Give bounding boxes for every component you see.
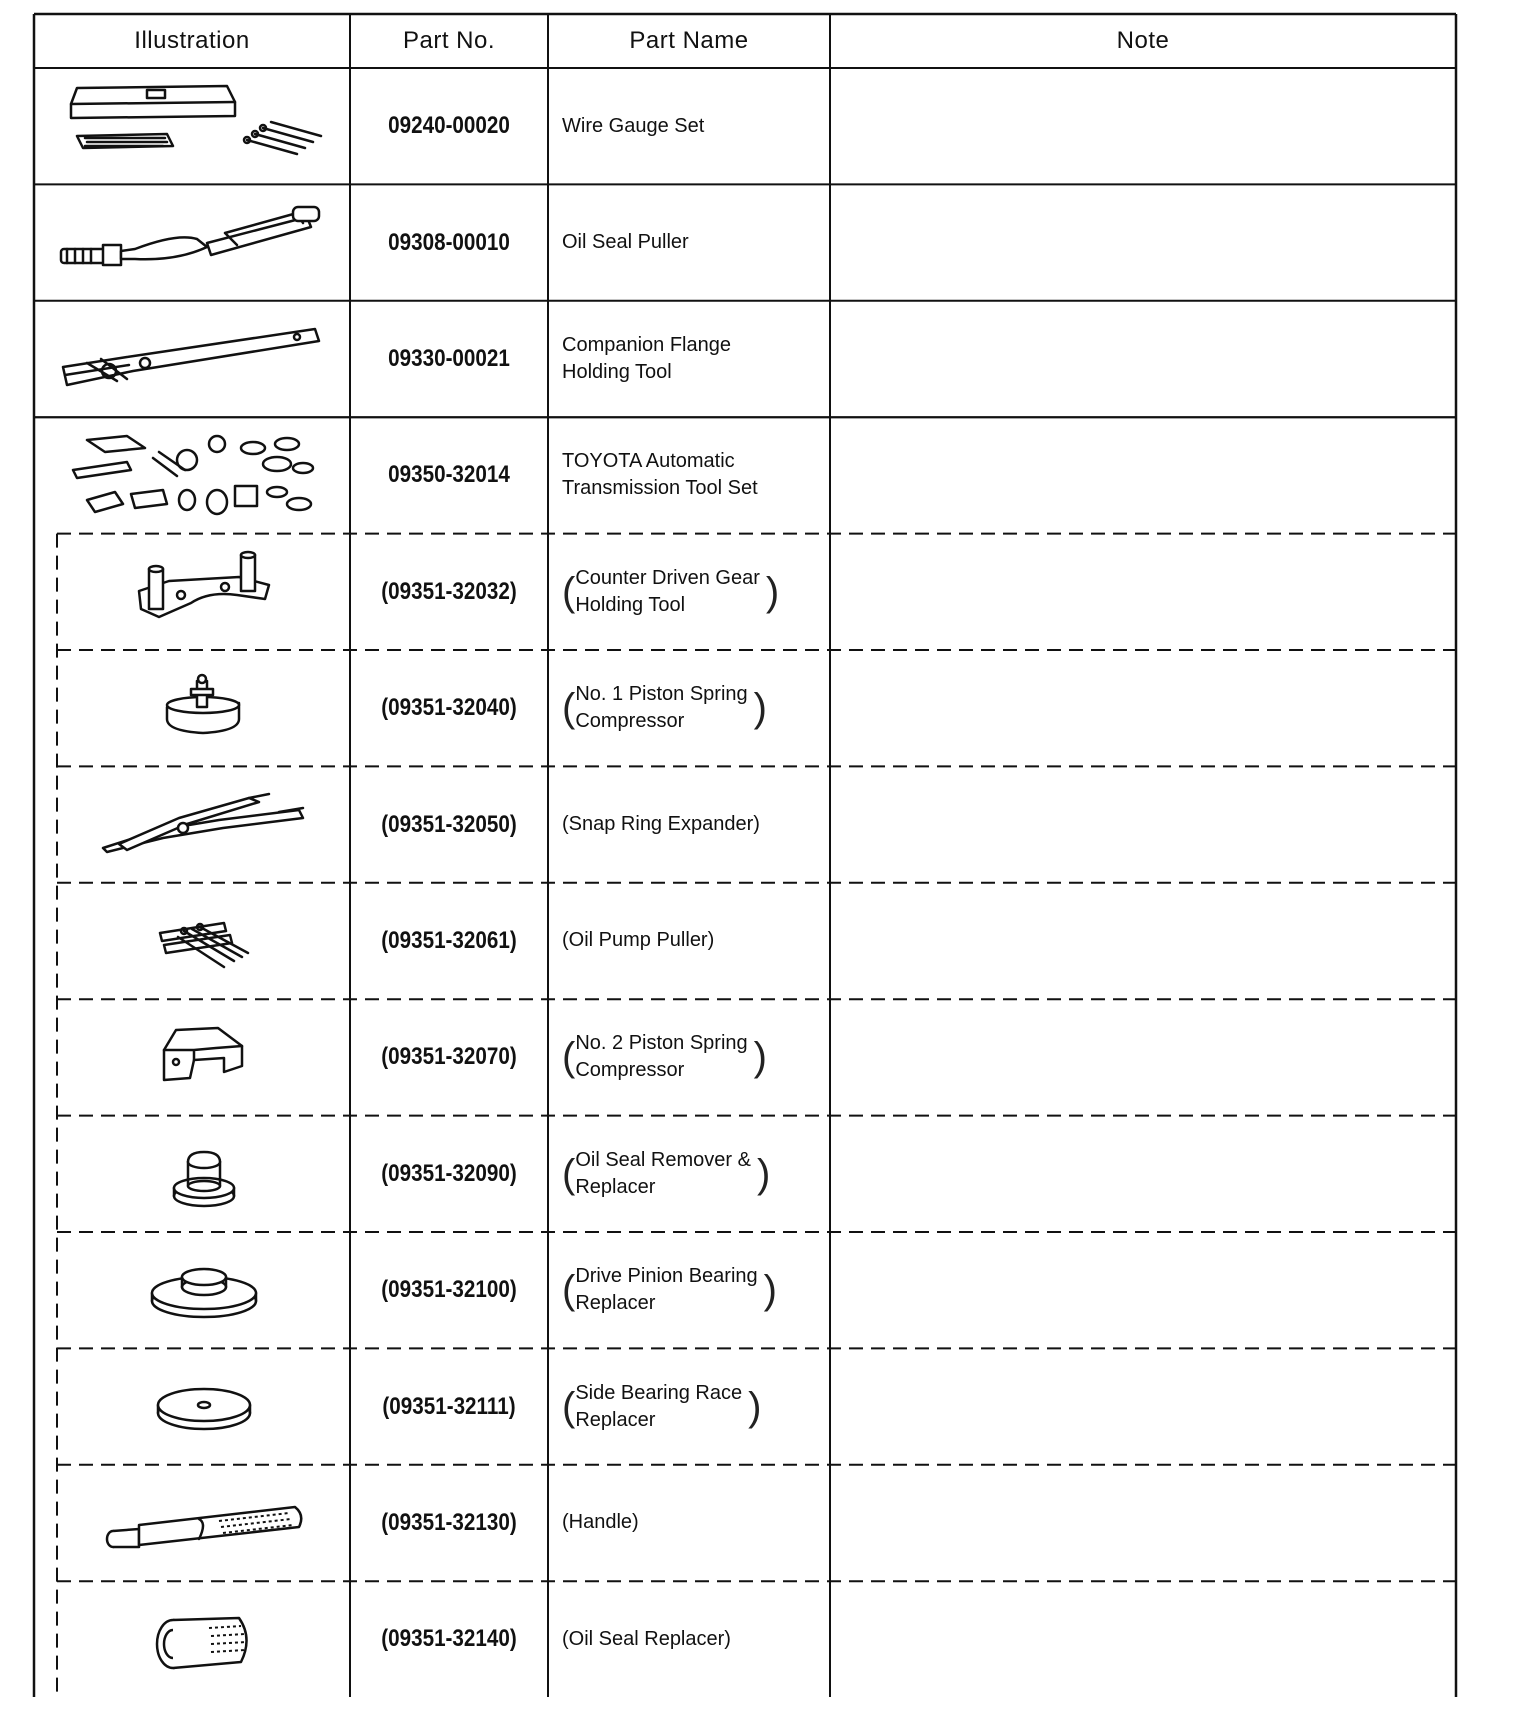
part-name-line: No. 2 Piston Spring bbox=[575, 1032, 748, 1055]
close-bracket: ) bbox=[748, 1384, 762, 1429]
note-cell bbox=[840, 999, 1446, 1115]
part-name-line: (Handle) bbox=[562, 1511, 639, 1534]
part-number: (09351-32140) bbox=[381, 1625, 517, 1653]
part-number: 09240-00020 bbox=[388, 112, 510, 140]
oil-seal-remover-replacer-icon bbox=[57, 1116, 350, 1232]
note-cell bbox=[840, 301, 1446, 417]
note-cell bbox=[840, 68, 1446, 184]
close-bracket: ) bbox=[756, 1151, 771, 1196]
part-number: (09351-32100) bbox=[381, 1276, 517, 1304]
open-bracket: ( bbox=[562, 1268, 576, 1313]
part-number: 09330-00021 bbox=[388, 344, 510, 372]
part-name-line: (Snap Ring Expander) bbox=[562, 813, 760, 836]
part-name-line: Replacer bbox=[575, 1408, 656, 1431]
open-bracket: ( bbox=[562, 1151, 576, 1196]
part-name-line: TOYOTA Automatic bbox=[562, 450, 735, 473]
piston-spring-compressor-icon bbox=[57, 650, 350, 766]
part-name bbox=[562, 1232, 820, 1348]
snap-ring-expander-icon bbox=[57, 766, 350, 882]
counter-driven-gear-holding-tool-icon bbox=[57, 534, 350, 650]
header-part-no: Part No. bbox=[402, 27, 496, 54]
part-name-text bbox=[562, 448, 758, 502]
part-name bbox=[562, 68, 820, 184]
part-name-line: Oil Seal Puller bbox=[562, 231, 689, 254]
part-name-line: Drive Pinion Bearing bbox=[575, 1265, 758, 1288]
part-name bbox=[562, 417, 820, 533]
companion-flange-holding-tool-icon bbox=[34, 301, 350, 417]
part-name-line: Companion Flange bbox=[562, 333, 731, 356]
part-number: (09351-32070) bbox=[381, 1043, 517, 1071]
note-cell bbox=[840, 766, 1446, 882]
part-name bbox=[562, 534, 820, 650]
part-name-text bbox=[575, 681, 747, 735]
part-name-line: Wire Gauge Set bbox=[562, 114, 705, 137]
close-bracket: ) bbox=[753, 686, 767, 731]
oil-pump-puller-icon bbox=[57, 883, 350, 999]
part-name-text bbox=[562, 229, 689, 256]
part-name-line: Replacer bbox=[575, 1175, 656, 1198]
part-name-text bbox=[562, 1509, 639, 1536]
header-illustration: Illustration bbox=[134, 27, 250, 54]
note-cell bbox=[840, 1116, 1446, 1232]
part-name-line: Counter Driven Gear bbox=[575, 566, 760, 589]
note-cell bbox=[840, 1465, 1446, 1581]
part-name-line: No. 1 Piston Spring bbox=[575, 683, 748, 706]
part-name-line: Replacer bbox=[575, 1292, 656, 1315]
part-name-line: (Oil Pump Puller) bbox=[562, 929, 715, 952]
note-cell bbox=[840, 184, 1446, 300]
part-name-line: Holding Tool bbox=[562, 360, 672, 383]
open-bracket: ( bbox=[562, 686, 576, 731]
part-name-text bbox=[562, 811, 760, 838]
part-number: 09350-32014 bbox=[388, 461, 510, 489]
note-cell bbox=[840, 417, 1446, 533]
close-bracket: ) bbox=[753, 1035, 767, 1080]
note-cell bbox=[840, 534, 1446, 650]
open-bracket: ( bbox=[562, 1384, 576, 1429]
part-number: (09351-32111) bbox=[382, 1392, 516, 1420]
drive-pinion-bearing-replacer-icon bbox=[57, 1232, 350, 1348]
part-name-text bbox=[575, 1030, 747, 1084]
automatic-transmission-tool-set-icon bbox=[34, 417, 350, 533]
wire-gauge-set-icon bbox=[34, 68, 350, 184]
close-bracket: ) bbox=[763, 1268, 777, 1313]
part-name-text bbox=[562, 1626, 731, 1653]
piston-spring-compressor-2-icon bbox=[57, 999, 350, 1115]
part-name-text bbox=[562, 113, 704, 140]
header-note: Note bbox=[1116, 27, 1170, 54]
part-name bbox=[562, 184, 820, 300]
part-number: (09351-32040) bbox=[381, 694, 517, 722]
note-cell bbox=[840, 883, 1446, 999]
part-name bbox=[562, 1465, 820, 1581]
part-name-text bbox=[562, 332, 731, 386]
part-name-line: Oil Seal Remover & bbox=[575, 1148, 751, 1171]
part-number: (09351-32090) bbox=[381, 1159, 517, 1187]
part-name-line: (Oil Seal Replacer) bbox=[562, 1627, 731, 1650]
part-name bbox=[562, 766, 820, 882]
part-number: (09351-32050) bbox=[381, 810, 517, 838]
note-cell bbox=[840, 650, 1446, 766]
open-bracket: ( bbox=[562, 1035, 576, 1080]
note-cell bbox=[840, 1232, 1446, 1348]
part-name bbox=[562, 1581, 820, 1697]
part-name-line: Compressor bbox=[575, 710, 685, 733]
part-name bbox=[562, 999, 820, 1115]
part-number: 09308-00010 bbox=[388, 228, 510, 256]
part-name-line: Transmission Tool Set bbox=[562, 477, 758, 500]
part-name-text bbox=[562, 927, 714, 954]
part-number: (09351-32032) bbox=[381, 577, 517, 605]
part-name bbox=[562, 1116, 820, 1232]
part-name bbox=[562, 650, 820, 766]
header-part-name: Part Name bbox=[629, 27, 749, 54]
side-bearing-race-replacer-icon bbox=[57, 1348, 350, 1464]
part-name bbox=[562, 301, 820, 417]
handle-icon bbox=[57, 1465, 350, 1581]
oil-seal-puller-icon bbox=[34, 184, 350, 300]
oil-seal-replacer-icon bbox=[57, 1581, 350, 1697]
note-cell bbox=[840, 1581, 1446, 1697]
part-number: (09351-32061) bbox=[381, 926, 517, 954]
part-number: (09351-32130) bbox=[381, 1508, 517, 1536]
part-name-text bbox=[575, 1263, 757, 1317]
open-bracket: ( bbox=[562, 569, 576, 614]
part-name-line: Holding Tool bbox=[575, 593, 686, 616]
part-name-line: Side Bearing Race bbox=[575, 1381, 743, 1404]
note-cell bbox=[840, 1348, 1446, 1464]
part-name-text bbox=[575, 565, 760, 619]
part-name-line: Compressor bbox=[575, 1059, 685, 1082]
part-name-text bbox=[575, 1147, 751, 1201]
part-name bbox=[562, 1348, 820, 1464]
part-name bbox=[562, 883, 820, 999]
part-name-text bbox=[575, 1380, 742, 1434]
close-bracket: ) bbox=[765, 569, 780, 614]
